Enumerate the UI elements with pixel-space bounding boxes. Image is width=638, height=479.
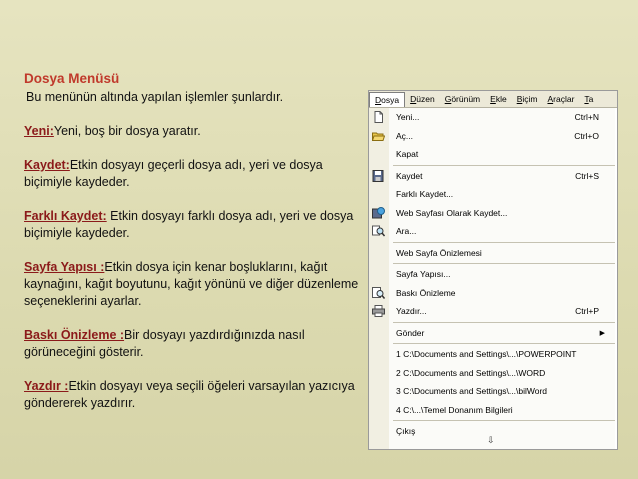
menu-screenshot	[368, 90, 618, 450]
menu-item-kapat[interactable]	[369, 145, 615, 164]
menu-separator	[393, 242, 615, 243]
menu-item-gonder[interactable]	[369, 324, 615, 343]
menu-separator	[393, 343, 615, 344]
desc-label: Kaydet:	[24, 158, 70, 172]
desc-label: Yeni:	[24, 124, 54, 138]
menu-label: Kapat	[396, 149, 419, 160]
chevron-double-down-icon[interactable]: ⇩	[487, 435, 495, 445]
menu-label: Web Sayfası Olarak Kaydet...	[396, 207, 508, 218]
menu-label: 2 C:\Documents and Settings\...\WORD	[396, 367, 546, 378]
desc-yazdir	[24, 378, 364, 412]
menu-separator	[393, 322, 615, 323]
menu-label: Gönder	[396, 327, 425, 338]
menubar-dosya[interactable]: Dosya	[369, 92, 405, 107]
menu-item-yeni[interactable]	[369, 108, 615, 127]
desc-text: Etkin dosyayı farklı dosya adı, yeri ve dosya biçimiyle kaydeder.	[24, 209, 354, 240]
desc-label: Baskı Önizleme :	[24, 328, 125, 342]
desc-text: Bir dosyayı yazdırdığınızda nasıl görüneceğini gösterir.	[24, 328, 305, 359]
menubar-duzen[interactable]: Düzen	[410, 94, 435, 104]
menu-separator	[393, 263, 615, 264]
menu-item-baski-onizleme[interactable]	[369, 284, 615, 303]
desc-label: Yazdır :	[24, 379, 69, 393]
desc-yeni	[24, 123, 364, 140]
printer-icon	[372, 305, 385, 317]
desc-baski-onizleme	[24, 327, 364, 361]
menubar-tablo[interactable]: Ta	[584, 94, 594, 104]
menu-label: Farklı Kaydet...	[396, 189, 454, 200]
submenu-arrow-icon: ▶	[599, 329, 605, 337]
menu-item-recent-1[interactable]	[369, 345, 615, 364]
intro-text: Bu menünün altında yapılan işlemler şunlardır.	[26, 90, 284, 104]
menu-label: Sayfa Yapısı...	[396, 269, 451, 280]
menu-label: Kaydet	[396, 170, 423, 181]
desc-farkli-kaydet	[24, 208, 364, 242]
new-document-icon	[372, 111, 385, 123]
desc-text: Etkin dosya için kenar boşluklarını, kağıt kaynağını, kağıt boyutunu, kağıt yönünü ve diğer düzenleme seçeneklerini ayarlar.	[24, 260, 359, 308]
desc-label: Sayfa Yapısı :	[24, 260, 105, 274]
menu-label: 3 C:\Documents and Settings\...\bilWord	[396, 386, 548, 397]
desc-text: Etkin dosyayı geçerli dosya adı, yeri ve dosya biçimiyle kaydeder.	[24, 158, 323, 189]
menu-label: Ara...	[396, 226, 417, 237]
menu-shortcut: Ctrl+N	[574, 112, 599, 123]
menu-item-ara[interactable]	[369, 222, 615, 241]
menu-item-yazdir[interactable]	[369, 302, 615, 321]
menubar-ekle[interactable]: Ekle	[490, 94, 507, 104]
menu-item-recent-4[interactable]	[369, 401, 615, 420]
menu-item-recent-2[interactable]	[369, 364, 615, 383]
menu-item-sayfa-yapisi[interactable]	[369, 265, 615, 284]
file-menu-dropdown	[369, 108, 615, 449]
menu-separator	[393, 165, 615, 166]
desc-text: Etkin dosyayı veya seçili öğeleri varsayılan yazıcıya göndererek yazdırır.	[24, 379, 355, 410]
desc-sayfa-yapisi	[24, 259, 364, 310]
open-folder-icon	[372, 130, 385, 142]
menu-shortcut: Ctrl+P	[575, 306, 599, 317]
menu-label: Baskı Önizleme	[396, 287, 456, 298]
menu-separator	[393, 420, 615, 421]
menu-shortcut: Ctrl+S	[575, 170, 599, 181]
menubar-bicim[interactable]: Biçim	[516, 94, 538, 104]
menu-item-farkli-kaydet[interactable]	[369, 185, 615, 204]
menu-bar	[369, 91, 617, 108]
menu-item-ac[interactable]	[369, 127, 615, 146]
menu-label: Aç...	[396, 130, 414, 141]
menu-label: 4 C:\...\Temel Donanım Bilgileri	[396, 404, 513, 415]
menu-label: 1 C:\Documents and Settings\...\POWERPOINT	[396, 349, 577, 360]
desc-label: Farklı Kaydet:	[24, 209, 107, 223]
menu-label: Çıkış	[396, 426, 416, 437]
menu-label: Web Sayfa Önizlemesi	[396, 247, 482, 258]
menu-item-web-onizleme[interactable]	[369, 244, 615, 263]
menu-label: Yeni...	[396, 112, 420, 123]
menu-label: Yazdır...	[396, 306, 427, 317]
print-preview-icon	[372, 287, 385, 299]
menubar-araclar[interactable]: Araçlar	[547, 94, 575, 104]
section-title: Dosya Menüsü	[24, 71, 120, 86]
menu-item-recent-3[interactable]	[369, 382, 615, 401]
menu-item-web-kaydet[interactable]	[369, 204, 615, 223]
menu-item-kaydet[interactable]	[369, 167, 615, 186]
save-web-icon	[372, 207, 385, 219]
desc-kaydet	[24, 157, 364, 191]
desc-text: Yeni, boş bir dosya yaratır.	[53, 124, 201, 138]
description-panel	[24, 70, 364, 429]
menu-shortcut: Ctrl+O	[574, 130, 599, 141]
save-disk-icon	[372, 170, 385, 182]
menubar-gorunum[interactable]: Görünüm	[444, 94, 481, 104]
search-icon	[372, 225, 385, 237]
